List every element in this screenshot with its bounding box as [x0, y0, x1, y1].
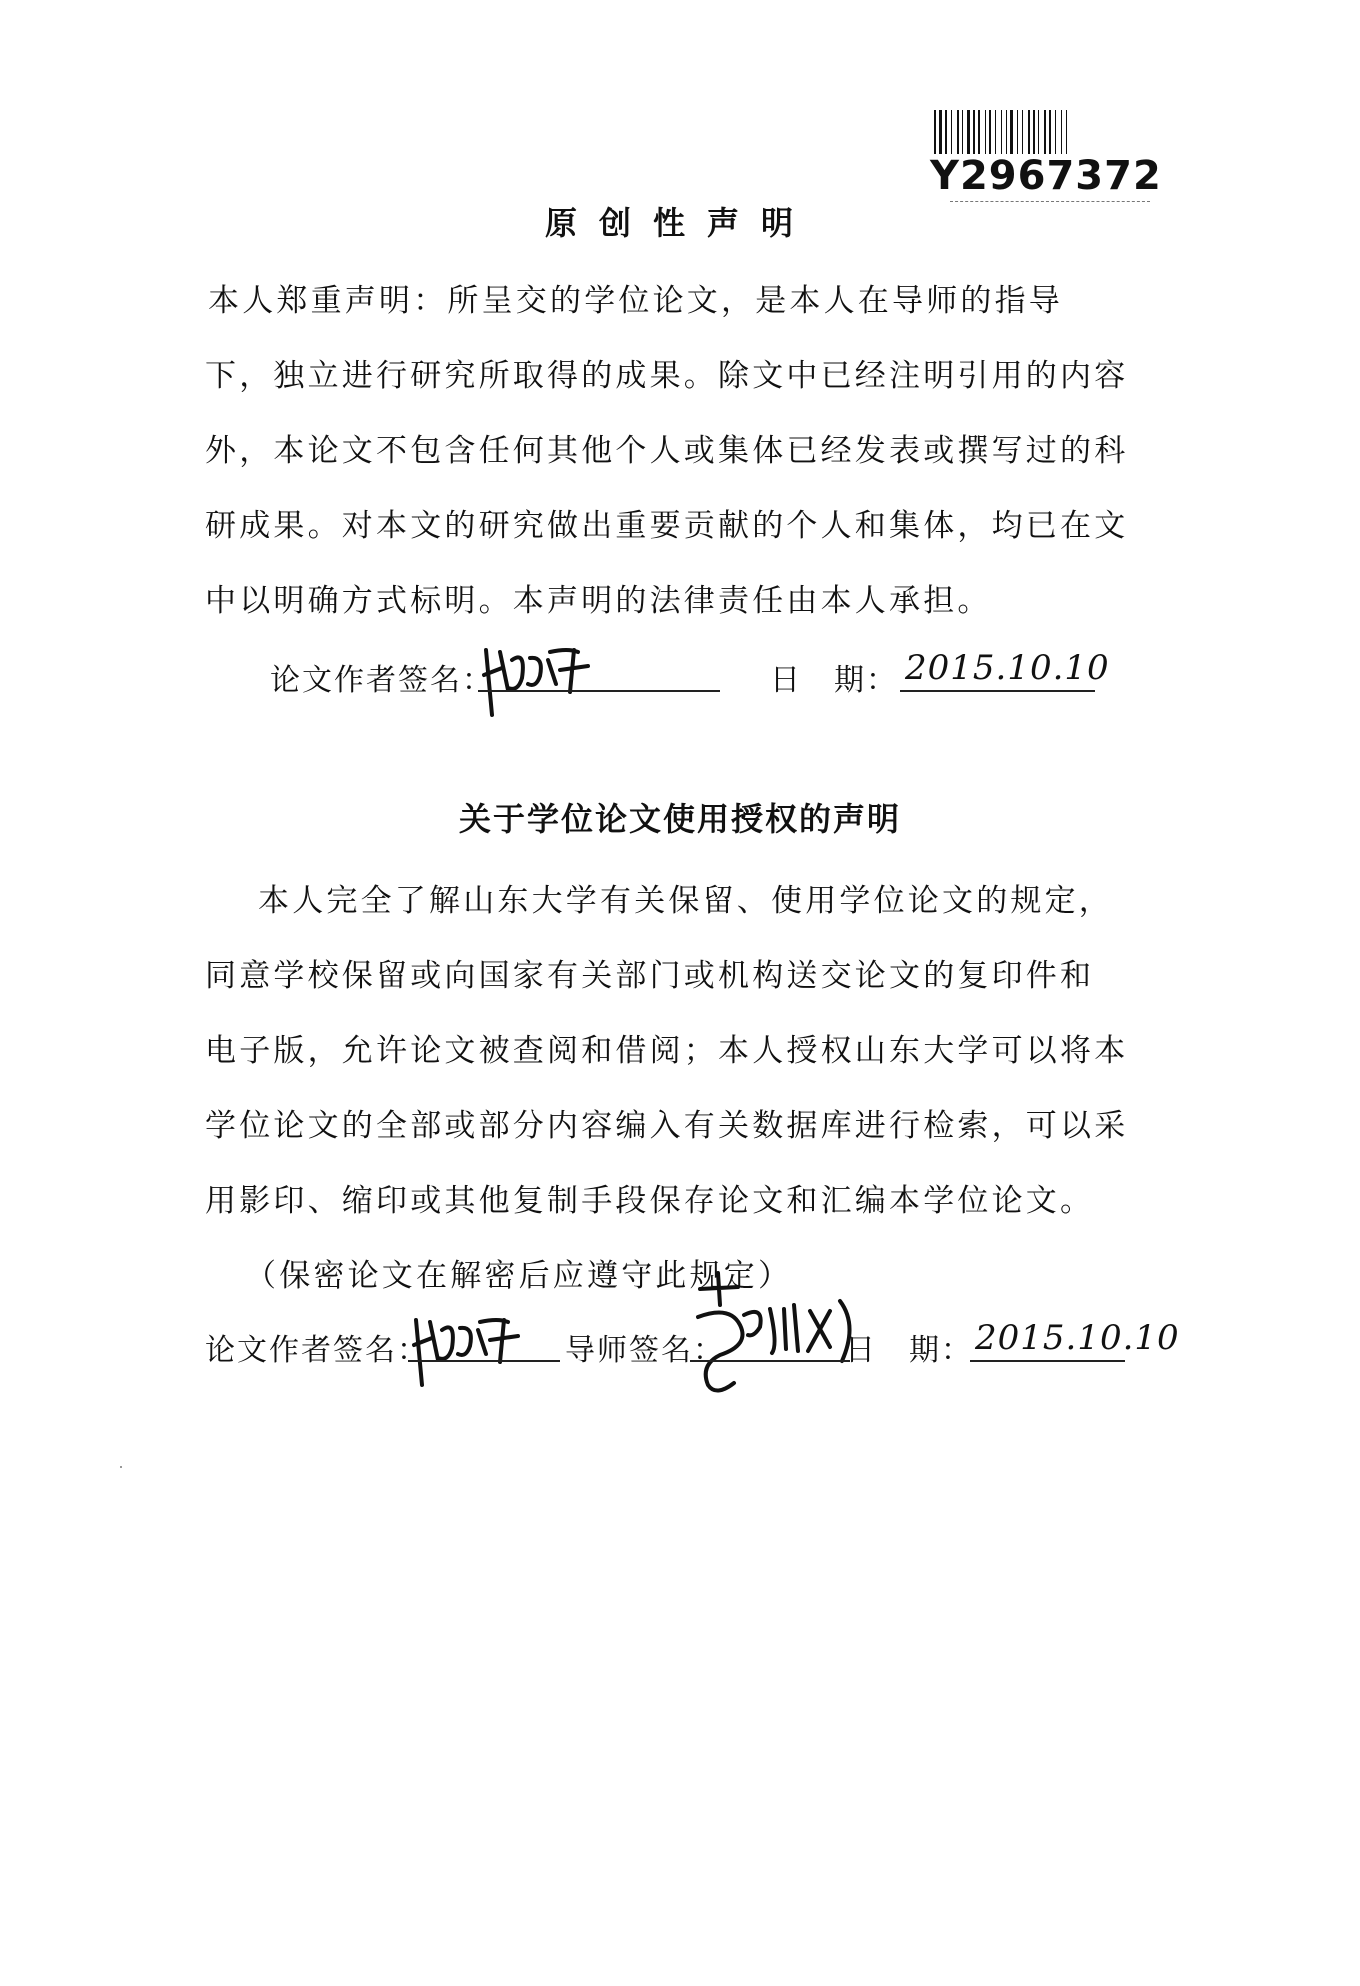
author-signature-label: 论文作者签名：	[270, 663, 494, 698]
advisor-signature-icon	[690, 1265, 860, 1400]
date-label: 日 期：	[845, 1333, 973, 1368]
date-value: 2015.10.10	[975, 1318, 1180, 1358]
advisor-signature-label: 导师签名：	[565, 1333, 725, 1368]
paragraph-line: 本人郑重声明：所呈交的学位论文，是本人在导师的指导	[208, 283, 1063, 319]
date-line	[970, 1360, 1125, 1362]
originality-title: 原创性声明	[544, 204, 815, 242]
author-signature-icon	[408, 1300, 558, 1390]
paragraph-line: 下，独立进行研究所取得的成果。除文中已经注明引用的内容	[205, 358, 1129, 394]
date-line	[900, 690, 1095, 692]
author-signature-icon	[478, 630, 628, 720]
paragraph-line: 用影印、缩印或其他复制手段保存论文和汇编本学位论文。	[205, 1183, 1095, 1219]
scan-speck	[120, 1466, 122, 1468]
paragraph-line: 研成果。对本文的研究做出重要贡献的个人和集体，均已在文	[205, 508, 1129, 544]
author-signature-line	[478, 690, 720, 692]
paragraph-line: 外，本论文不包含任何其他个人或集体已经发表或撰写过的科	[205, 433, 1129, 469]
date-value: 2015.10.10	[905, 648, 1110, 688]
confidential-note: （保密论文在解密后应遵守此规定）	[245, 1258, 793, 1294]
paragraph-line: 本人完全了解山东大学有关保留、使用学位论文的规定，	[258, 883, 1113, 919]
barcode-number: Y2967372	[930, 153, 1162, 199]
advisor-signature-line	[690, 1360, 850, 1362]
author-signature-line	[408, 1360, 560, 1362]
paragraph-line: 电子版，允许论文被查阅和借阅；本人授权山东大学可以将本	[205, 1033, 1129, 1069]
paragraph-line: 中以明确方式标明。本声明的法律责任由本人承担。	[205, 583, 992, 619]
barcode-bars-icon	[930, 110, 1160, 154]
paragraph-line: 同意学校保留或向国家有关部门或机构送交论文的复印件和	[205, 958, 1095, 994]
authorization-title: 关于学位论文使用授权的声明	[458, 800, 901, 838]
paragraph-line: 学位论文的全部或部分内容编入有关数据库进行检索，可以采	[205, 1108, 1129, 1144]
date-label: 日 期：	[770, 663, 898, 698]
author-signature-label: 论文作者签名：	[205, 1333, 429, 1368]
barcode	[930, 110, 1160, 198]
